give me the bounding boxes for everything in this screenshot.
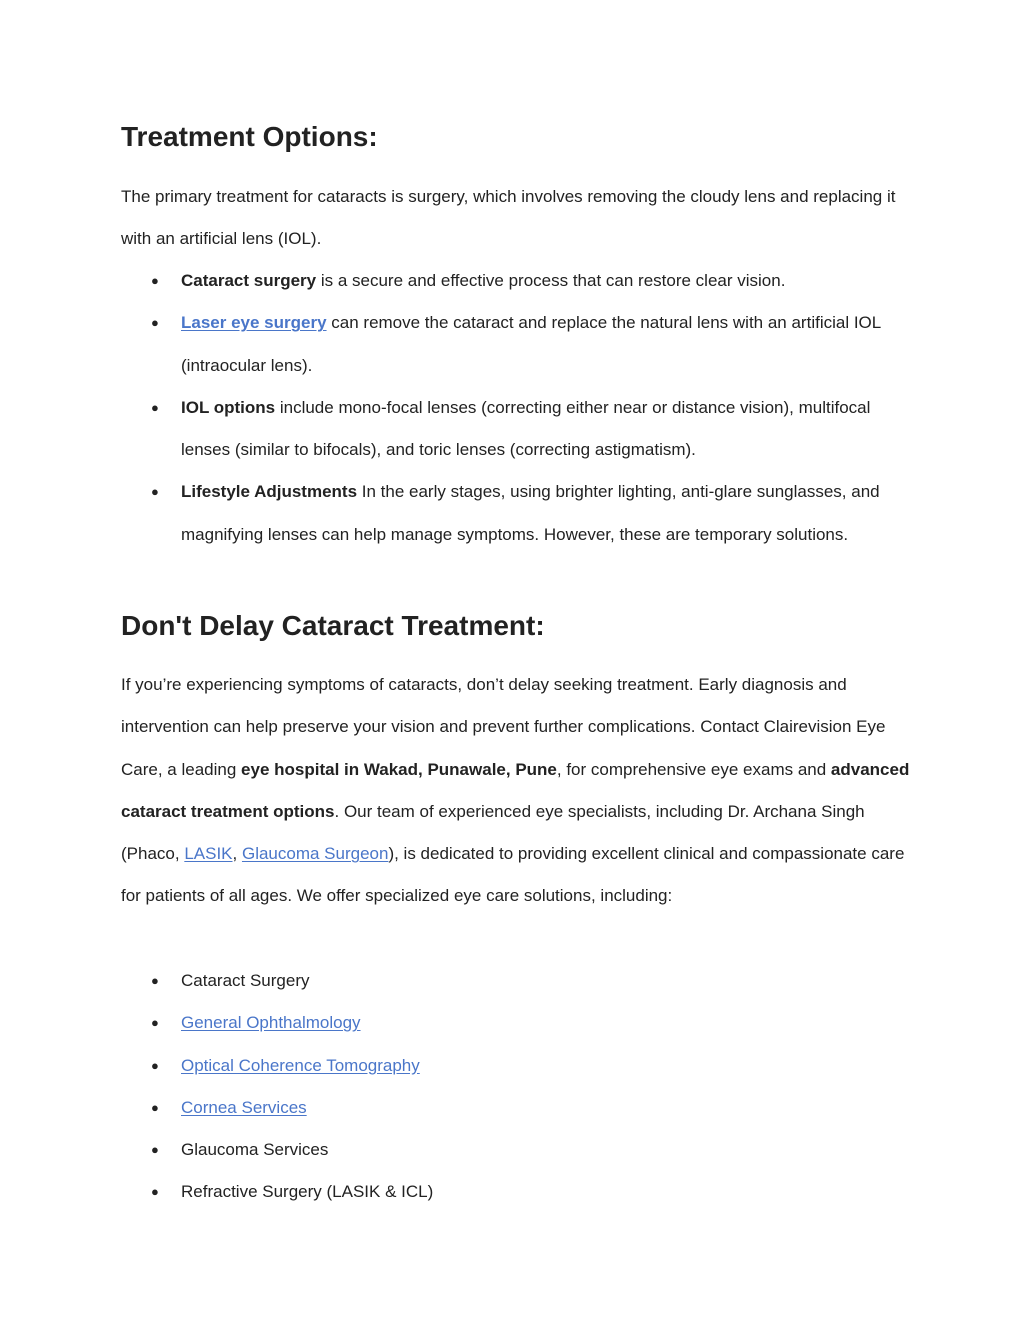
link-glaucoma-surgeon[interactable]: Glaucoma Surgeon [241, 844, 389, 864]
bullet-icon: ● [151, 973, 159, 988]
service-label-refractive-surgery: Refractive Surgery (LASIK & ICL) [181, 1182, 434, 1202]
para-text-2: , for comprehensive eye exams and [556, 759, 831, 779]
para-bold-treatment: advanced cataract treatment options [121, 759, 910, 821]
list-item-cataract-surgery [121, 260, 911, 302]
para-text-1: If you’re experiencing symptoms of cataracts, don’t delay seeking treatment. Early diagnosis and intervention can help preserve your vision and prevent further complications. Contact Clairevision Eye Care, a leading [121, 675, 886, 779]
heading-dont-delay: Don't Delay Cataract Treatment: [121, 610, 545, 641]
list-item-iol-options [121, 387, 911, 472]
list-item-laser-eye-surgery [121, 302, 911, 387]
para-bold-hospital: eye hospital in Wakad, Punawale, Pune [241, 759, 557, 779]
service-label-glaucoma-services: Glaucoma Services [181, 1140, 329, 1160]
list-item-lifestyle-adjustments [121, 471, 911, 556]
para-text-4: , [232, 844, 242, 864]
desc-iol-options: include mono-focal lenses (correcting either near or distance vision), multifocal lenses (similar to bifocals), and toric lenses (correcting astigmatism). [181, 397, 871, 460]
bullet-icon: ● [151, 1142, 159, 1158]
term-lifestyle-adjustments: Lifestyle Adjustments [181, 482, 358, 502]
bullet-icon: ● [151, 273, 159, 288]
desc-lifestyle-adjustments: In the early stages, using brighter lighting, anti-glare sunglasses, and magnifying lenses can help manage symptoms. However, these are temporary solutions. [181, 482, 880, 544]
bullet-icon: ● [151, 1057, 159, 1073]
service-label-cataract-surgery: Cataract Surgery [181, 971, 310, 990]
link-general-ophthalmology[interactable]: General Ophthalmology [181, 1013, 361, 1033]
service-item-glaucoma-services [121, 1129, 911, 1171]
desc-cataract-surgery: is a secure and effective process that can restore clear vision. [316, 271, 786, 290]
bullet-icon: ● [151, 484, 159, 500]
desc-laser-eye-surgery: can remove the cataract and replace the natural lens with an artificial IOL (intraocular lens). [181, 313, 881, 375]
bullet-icon: ● [151, 315, 159, 331]
bullet-icon: ● [151, 399, 159, 415]
para-text-3: . Our team of experienced eye specialists, including Dr. Archana Singh (Phaco, [121, 801, 865, 864]
services-list [121, 960, 911, 1214]
service-item-refractive-surgery [121, 1171, 911, 1213]
dont-delay-paragraph [121, 664, 911, 918]
bullet-icon: ● [151, 1184, 159, 1200]
treatment-options-list [121, 260, 911, 556]
link-lasik[interactable]: LASIK [184, 844, 233, 864]
service-item-cataract-surgery [121, 960, 911, 1002]
service-item-cornea-services [121, 1087, 911, 1129]
service-item-general-ophthalmology [121, 1002, 911, 1044]
service-item-optical-coherence-tomography [121, 1045, 911, 1087]
heading-treatment-options: Treatment Options: [121, 121, 378, 152]
term-iol-options: IOL options [181, 397, 276, 417]
bullet-icon: ● [151, 1015, 159, 1031]
treatment-intro-paragraph: The primary treatment for cataracts is surgery, which involves removing the cloudy lens and replacing it with an artificial lens (IOL). [121, 187, 896, 249]
link-laser-eye-surgery[interactable]: Laser eye surgery [181, 313, 327, 333]
link-optical-coherence-tomography[interactable]: Optical Coherence Tomography [181, 1055, 420, 1075]
bullet-icon: ● [151, 1099, 159, 1115]
link-cornea-services[interactable]: Cornea Services [181, 1097, 307, 1117]
para-text-5: ), is dedicated to providing excellent clinical and compassionate care for patients of all ages. We offer specialized eye care solutions, including: [121, 844, 905, 906]
term-cataract-surgery: Cataract surgery [181, 271, 317, 290]
